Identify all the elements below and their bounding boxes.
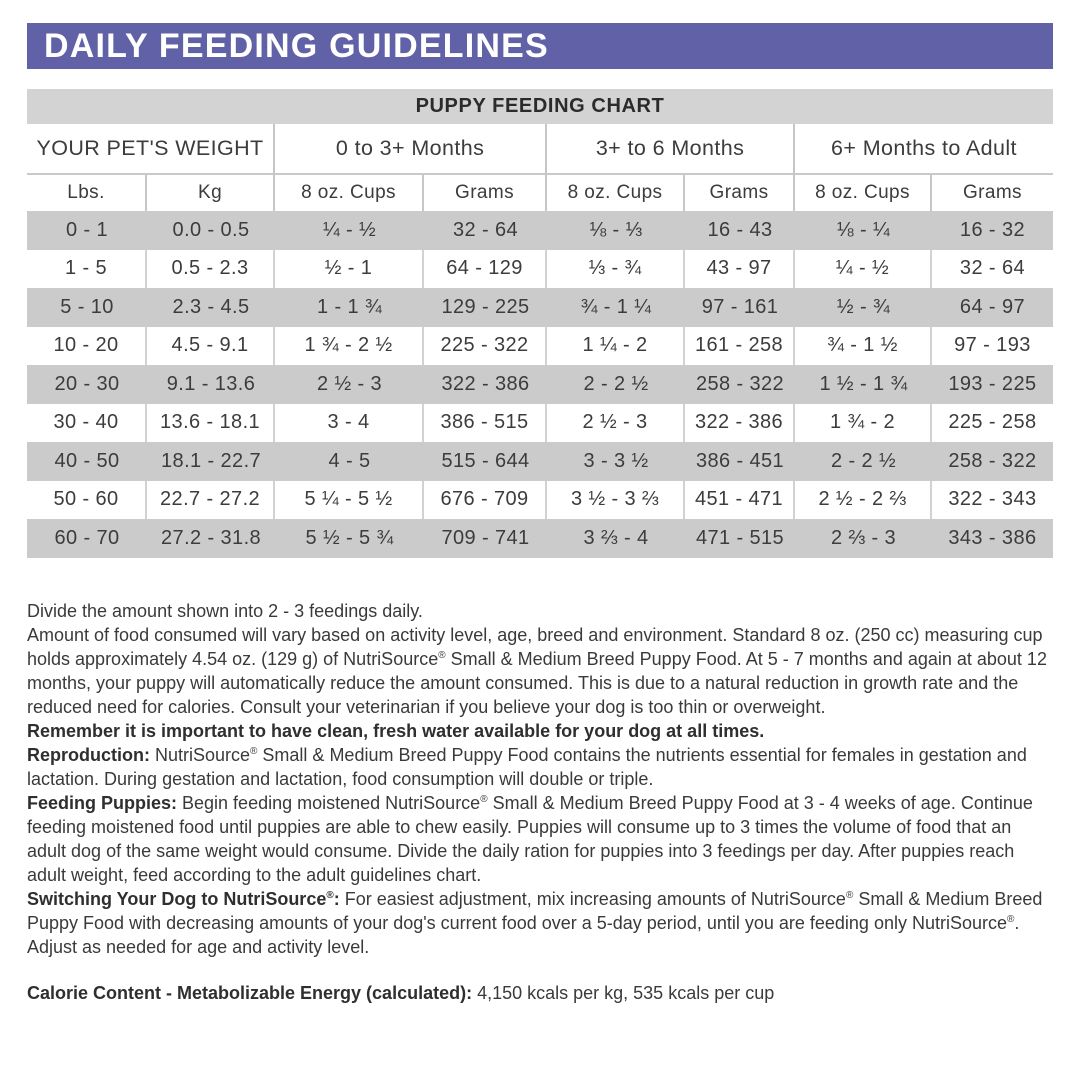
note-text-segment: Amount of food consumed will vary based on activity level, age, breed and environment. Standard 8 oz. (250 cc) measuring cup holds approximately 4.54 oz. (129 g) of NutriSource® Small & Medium Breed Puppy Food. At 5 - 7 months and again at about 12 months, your puppy will automatically reduce the amount consumed. This is due to a natural reduction in growth rate and the reduced need for calories. Consult your veterinarian if you believe your dog is too thin or overweight. <box>27 624 1047 717</box>
group-header-cell: 0 to 3+ Months <box>275 124 547 173</box>
table-cell: 386 - 451 <box>695 449 785 472</box>
table-cell: 1 ¾ - 2 <box>795 404 932 443</box>
table-cell: 386 - 515 <box>424 404 547 443</box>
table-cell: 20 - 30 <box>54 372 120 395</box>
table-cell: 30 - 40 <box>27 404 147 443</box>
note-lead-bold: Remember it is important to have clean, fresh water available for your dog at all times. <box>27 720 765 741</box>
table-cell: 0 - 1 <box>66 218 109 241</box>
table-cell: ¾ - 1 ¼ <box>580 295 652 318</box>
registered-mark: ® <box>250 745 258 757</box>
table-cell: 60 - 70 <box>54 526 120 549</box>
table-cell: 2 ½ - 3 <box>317 372 383 395</box>
table-cell: ½ - 1 <box>275 250 424 289</box>
table-cell: 4.5 - 9.1 <box>147 327 275 366</box>
subheader-cell: Lbs. <box>27 175 147 211</box>
table-cell: 193 - 225 <box>948 372 1037 395</box>
subheader-cell: Grams <box>685 175 795 211</box>
registered-mark: ® <box>845 889 854 901</box>
table-cell: 22.7 - 27.2 <box>147 481 275 520</box>
table-cell: 2 - 2 ½ <box>583 372 649 395</box>
table-cell: 2 - 2 ½ <box>830 449 897 472</box>
table-cell: 0.5 - 2.3 <box>147 250 275 289</box>
table-cell: 97 - 193 <box>954 334 1031 357</box>
table-cell: 3 ⅔ - 4 <box>583 526 649 549</box>
table-row <box>27 288 1053 327</box>
table-cell: 64 - 97 <box>959 295 1025 318</box>
note-lead-bold: Feeding Puppies: <box>27 792 183 813</box>
table-cell: 225 - 258 <box>948 411 1037 434</box>
note-paragraph <box>27 719 1053 743</box>
table-cell: ⅛ - ⅓ <box>589 218 643 241</box>
subheader-cell: Grams <box>962 182 1022 203</box>
registered-mark: ® <box>438 649 446 661</box>
table-cell: 1 ¾ - 2 ½ <box>275 327 424 366</box>
table-body <box>27 211 1053 558</box>
table-cell: 9.1 - 13.6 <box>166 372 256 395</box>
table-cell: 343 - 386 <box>948 526 1037 549</box>
table-cell: 322 - 386 <box>685 404 795 443</box>
subheader-cell: 8 oz. Cups <box>275 175 424 211</box>
table-cell: 43 - 97 <box>685 250 795 289</box>
table-cell: 40 - 50 <box>54 449 120 472</box>
chart-title-bar <box>27 89 1053 124</box>
table-row <box>27 519 1053 558</box>
feeding-guidelines-page <box>0 23 1080 1005</box>
table-cell: 18.1 - 22.7 <box>161 449 262 472</box>
table-cell: 3 - 4 <box>275 404 424 443</box>
registered-mark: ® <box>1007 913 1015 925</box>
table-cell: 16 - 43 <box>707 218 773 241</box>
table-cell: 676 - 709 <box>424 481 547 520</box>
subheader-cell: 8 oz. Cups <box>795 175 932 211</box>
table-cell: 515 - 644 <box>441 449 530 472</box>
table-cell: ⅓ - ¾ <box>547 250 685 289</box>
note-text-segment: For easiest adjustment, mix increasing amounts of NutriSource® Small & Medium Breed Puppy Food with decreasing amounts of your dog's current food over a 5-day period, until you are feeding only NutriSource®. Adjust as needed for age and activity level. <box>27 888 1043 957</box>
table-row <box>27 404 1053 443</box>
table-cell: 471 - 515 <box>695 526 785 549</box>
note-text-segment: NutriSource® Small & Medium Breed Puppy Food contains the nutrients essential for females in gestation and lactation. During gestation and lactation, food consumption will double or triple. <box>27 744 1027 789</box>
table-cell: 1 ¼ - 2 <box>547 327 685 366</box>
table-cell: 709 - 741 <box>441 526 530 549</box>
table-cell: 2.3 - 4.5 <box>172 295 250 318</box>
table-cell: 5 - 10 <box>60 295 114 318</box>
table-cell: 4 - 5 <box>328 449 371 472</box>
registered-mark: ® <box>480 793 488 805</box>
table-cell: 322 - 386 <box>441 372 530 395</box>
table-cell: 3 ½ - 3 ⅔ <box>547 481 685 520</box>
table-cell: 3 - 3 ½ <box>583 449 649 472</box>
table-cell: 27.2 - 31.8 <box>161 526 262 549</box>
note-lead-bold: Switching Your Dog to NutriSource®: <box>27 888 345 909</box>
table-cell: 2 ½ - 2 ⅔ <box>795 481 932 520</box>
note-text-segment: Divide the amount shown into 2 - 3 feedings daily. <box>27 600 423 621</box>
group-header-cell: 3+ to 6 Months <box>547 124 795 173</box>
table-cell: 5 ¼ - 5 ½ <box>275 481 424 520</box>
table-cell: ¼ - ½ <box>795 250 932 289</box>
table-cell: 13.6 - 18.1 <box>147 404 275 443</box>
table-cell: 64 - 129 <box>424 250 547 289</box>
table-row <box>27 327 1053 366</box>
table-cell: 451 - 471 <box>685 481 795 520</box>
table-cell: 2 ⅔ - 3 <box>830 526 897 549</box>
table-group-header-row <box>27 124 1053 173</box>
table-row <box>27 481 1053 520</box>
table-cell: 258 - 322 <box>695 372 785 395</box>
table-cell: 322 - 343 <box>948 488 1037 511</box>
page-title-bar <box>27 23 1053 69</box>
table-cell: 10 - 20 <box>27 327 147 366</box>
table-cell: 225 - 322 <box>424 327 547 366</box>
table-cell: ¼ - ½ <box>322 218 377 241</box>
table-cell: 32 - 64 <box>453 218 519 241</box>
chart-title: PUPPY FEEDING CHART <box>415 95 665 117</box>
table-cell: 50 - 60 <box>27 481 147 520</box>
table-cell: 97 - 161 <box>701 295 779 318</box>
note-lead-bold: Calorie Content - Metabolizable Energy (calculated): <box>27 982 478 1003</box>
table-cell: 0.0 - 0.5 <box>172 218 250 241</box>
table-row <box>27 365 1053 404</box>
table-cell: 5 ½ - 5 ¾ <box>305 526 394 549</box>
note-paragraph <box>27 623 1053 719</box>
table-cell: 1 - 5 <box>27 250 147 289</box>
note-paragraph <box>27 791 1053 887</box>
note-paragraph <box>27 743 1053 791</box>
table-cell: ¾ - 1 ½ <box>795 327 932 366</box>
table-cell: 32 - 64 <box>959 257 1025 280</box>
table-cell: 2 ½ - 3 <box>547 404 685 443</box>
note-paragraph <box>27 599 1053 623</box>
table-cell: ½ - ¾ <box>836 295 891 318</box>
table-subheader-row <box>27 173 1053 211</box>
note-text-segment: Begin feeding moistened NutriSource® Small & Medium Breed Puppy Food at 3 - 4 weeks of age. Continue feeding moistened food until puppies are able to chew easily. Puppies will consume up to 3 times the volume of food that an adult dog of the same weight would consume. Divide the daily ration for puppies into 3 feedings per day. After puppies reach adult weight, feed according to the adult guidelines chart. <box>27 792 1033 885</box>
table-cell: 1 ½ - 1 ¾ <box>819 372 908 395</box>
group-header-cell: 6+ Months to Adult <box>831 136 1017 160</box>
subheader-cell: Grams <box>424 175 547 211</box>
feeding-notes <box>27 599 1053 959</box>
note-paragraph <box>27 887 1053 959</box>
group-header-cell: YOUR PET'S WEIGHT <box>27 124 275 173</box>
registered-mark: ® <box>326 889 334 901</box>
table-cell: 161 - 258 <box>685 327 795 366</box>
table-cell: 258 - 322 <box>948 449 1037 472</box>
calorie-content-line <box>27 981 1053 1005</box>
page-title: DAILY FEEDING GUIDELINES <box>44 26 549 65</box>
table-row <box>27 442 1053 481</box>
puppy-feeding-table <box>27 124 1053 558</box>
note-lead-bold: Reproduction: <box>27 744 155 765</box>
table-row <box>27 250 1053 289</box>
table-cell: ⅛ - ¼ <box>836 218 891 241</box>
table-row <box>27 211 1053 250</box>
note-text-segment: 4,150 kcals per kg, 535 kcals per cup <box>477 982 775 1003</box>
table-cell: 16 - 32 <box>959 218 1025 241</box>
subheader-cell: Kg <box>147 175 275 211</box>
table-cell: 1 - 1 ¾ <box>317 295 383 318</box>
subheader-cell: 8 oz. Cups <box>547 175 685 211</box>
table-cell: 129 - 225 <box>441 295 530 318</box>
